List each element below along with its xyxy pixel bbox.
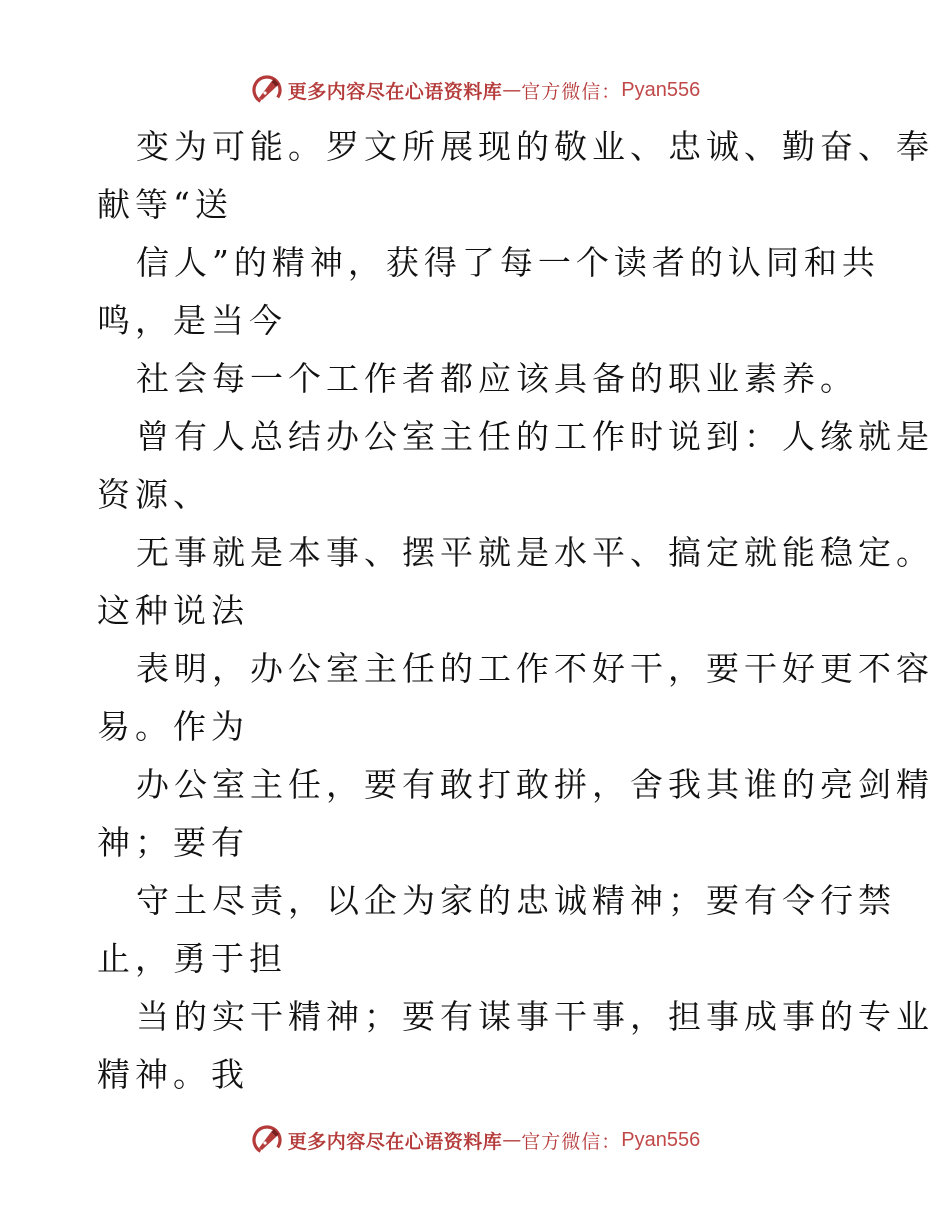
- body-line: 献等“送: [97, 185, 233, 224]
- body-line: 变为可能。罗文所展现的敬业、忠诚、勤奋、奉: [136, 127, 934, 166]
- body-line: 无事就是本事、摆平就是水平、搞定就能稳定。: [136, 533, 934, 572]
- body-line: 守土尽责，以企为家的忠诚精神；要有令行禁: [136, 881, 896, 920]
- header-official-label: 官方微信：: [521, 80, 622, 103]
- body-line: 信人”的精神，获得了每一个读者的认同和共: [136, 243, 880, 282]
- header-separator: —: [502, 79, 522, 101]
- body-line: 办公室主任，要有敢打敢拼，舍我其谁的亮剑精: [136, 765, 934, 804]
- footer-official-label: 官方微信：: [521, 1130, 622, 1153]
- body-line: 止，勇于担: [97, 939, 287, 978]
- body-line: 表明，办公室主任的工作不好干，要干好更不容: [136, 649, 934, 688]
- footer-banner: [0, 1120, 950, 1160]
- header-banner: [0, 70, 950, 110]
- footer-separator: —: [502, 1129, 522, 1151]
- body-line: 这种说法: [97, 591, 249, 630]
- body-line: 资源、: [97, 475, 211, 514]
- header-brand-text: 更多内容尽在心语资料库: [287, 80, 503, 103]
- body-line: 易。作为: [97, 707, 249, 746]
- pen-nib-logo-icon: [250, 1123, 284, 1157]
- footer-brand-text: 更多内容尽在心语资料库: [287, 1130, 503, 1153]
- body-line: 当的实干精神；要有谋事干事，担事成事的专业: [136, 997, 934, 1036]
- body-line: 社会每一个工作者都应该具备的职业素养。: [136, 359, 858, 398]
- body-line: 鸣，是当今: [97, 301, 287, 340]
- pen-nib-logo-icon: [250, 73, 284, 107]
- body-line: 神；要有: [97, 823, 249, 862]
- header-wechat-handle: Pyan556: [621, 78, 701, 101]
- footer-wechat-handle: Pyan556: [621, 1128, 701, 1151]
- body-line: 精神。我: [97, 1055, 249, 1094]
- body-line: 曾有人总结办公室主任的工作时说到：人缘就是: [136, 417, 934, 456]
